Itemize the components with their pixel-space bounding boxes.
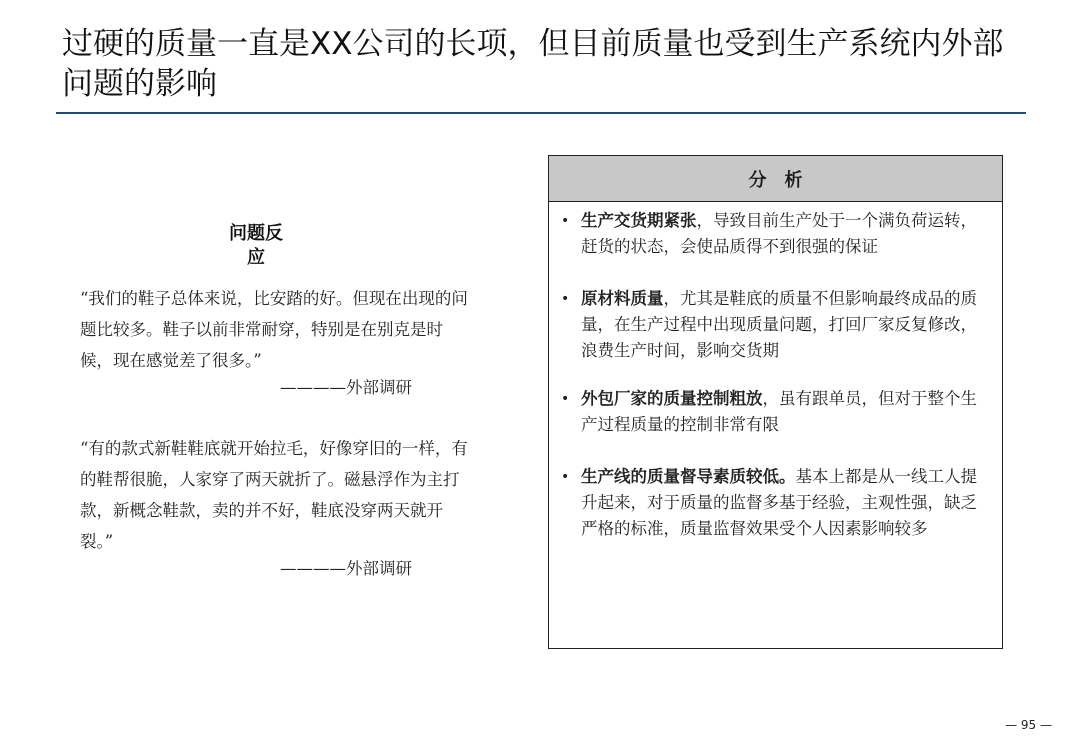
bullet-icon: •	[561, 291, 570, 307]
bullet-icon: •	[561, 469, 570, 485]
analysis-item-keyword: 原材料质量	[581, 289, 664, 308]
bullet-icon: •	[561, 213, 570, 229]
analysis-item-text: 基本上都是从一线工人提升起来，对于质量的监督多基于经验，主观性强，缺乏严格的标准，质量监督效果受个人因素影响较多	[581, 467, 977, 538]
analysis-header: 分析	[549, 156, 1002, 202]
quote-source-2: ————外部调研	[280, 559, 412, 578]
title-divider	[56, 112, 1026, 114]
analysis-item-keyword: 生产线的质量督导素质较低。	[581, 467, 796, 486]
quote-source-1: ————外部调研	[280, 378, 412, 397]
problem-feedback-heading: 问题反 应	[229, 223, 283, 268]
analysis-item-keyword: 外包厂家的质量控制粗放	[581, 389, 763, 408]
analysis-item	[561, 386, 991, 438]
analysis-item	[561, 286, 991, 364]
analysis-item-keyword: 生产交货期紧张	[581, 211, 697, 230]
analysis-item-body	[581, 286, 991, 364]
analysis-item	[561, 464, 991, 542]
customer-quote-1: “我们的鞋子总体来说，比安踏的好。但现在出现的问题比较多。鞋子以前非常耐穿，特别是在别克是时候，现在感觉差了很多。”	[80, 289, 468, 370]
analysis-item-body	[581, 386, 991, 438]
analysis-item	[561, 208, 991, 260]
analysis-item-body	[581, 208, 991, 260]
analysis-item-body	[581, 464, 991, 542]
analysis-item-text: ，导致目前生产处于一个满负荷运转，赶货的状态，会使品质得不到很强的保证	[581, 211, 977, 256]
page-title: 过硬的质量一直是XX公司的长项，但目前质量也受到生产系统内外部问题的影响	[62, 26, 1004, 102]
analysis-panel	[548, 155, 1003, 649]
page-number: — 95 —	[1005, 718, 1052, 732]
customer-quote-2: “有的款式新鞋鞋底就开始拉毛，好像穿旧的一样，有的鞋帮很脆，人家穿了两天就折了。磁悬浮作为主打款，新概念鞋款，卖的并不好，鞋底没穿两天就开裂。”	[80, 439, 468, 551]
analysis-item-text: ，虽有跟单员，但对于整个生产过程质量的控制非常有限	[581, 389, 977, 434]
bullet-icon: •	[561, 391, 570, 407]
analysis-item-text: ，尤其是鞋底的质量不但影响最终成品的质量，在生产过程中出现质量问题，打回厂家反复修改，浪费生产时间，影响交货期	[581, 289, 977, 360]
